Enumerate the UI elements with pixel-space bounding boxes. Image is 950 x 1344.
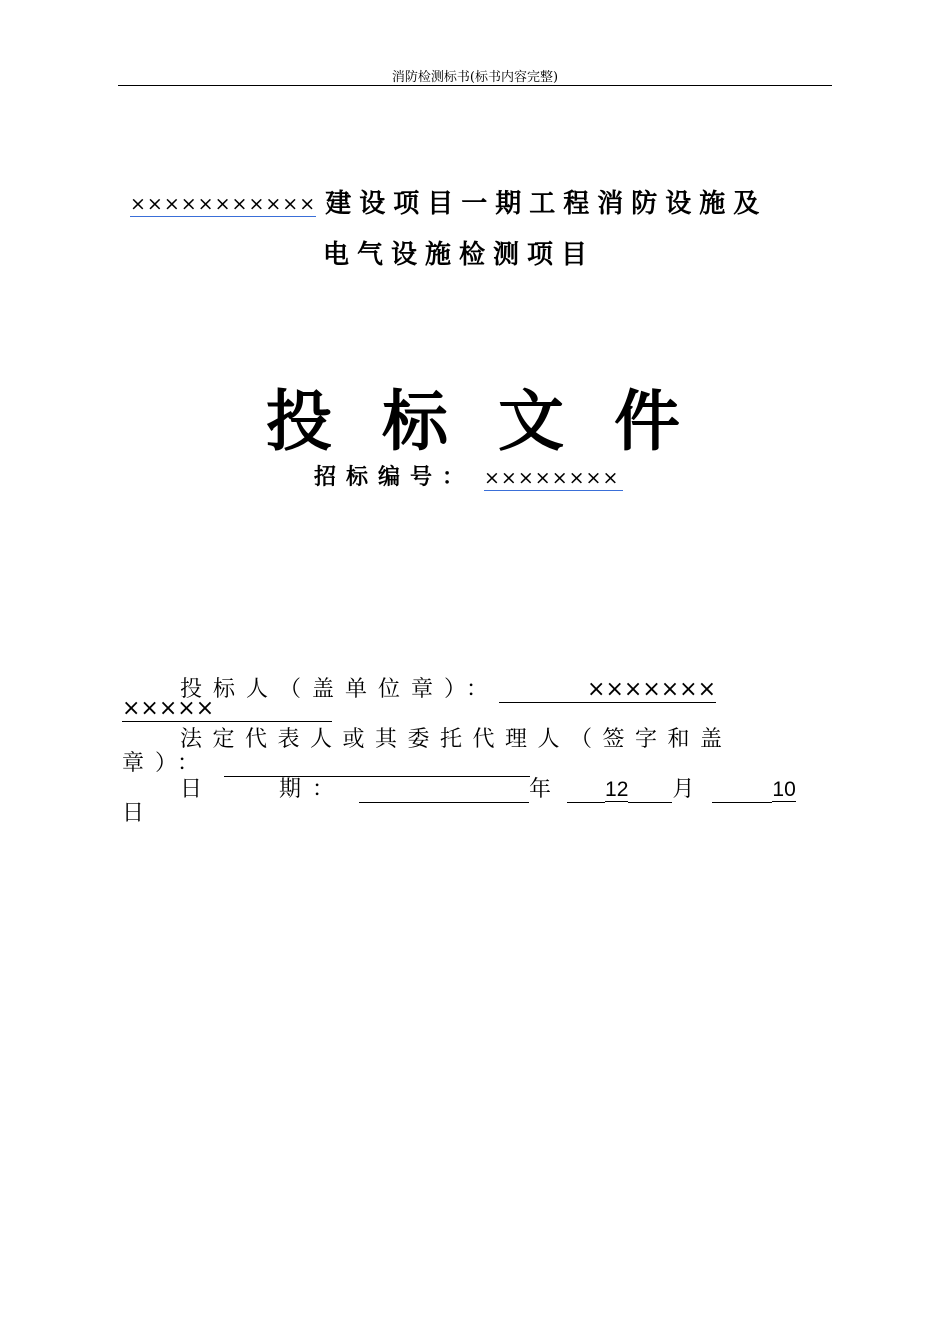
bid-number-label: 招标编号： bbox=[314, 465, 475, 490]
month-label: 月 bbox=[672, 777, 695, 802]
title-text-1: 建设项目一期工程消防设施及 bbox=[325, 189, 768, 219]
bidder-label: 投标人（盖单位章）： bbox=[180, 677, 500, 702]
month-value: 12 bbox=[605, 778, 629, 801]
month-blank-pre bbox=[567, 778, 605, 803]
bidder-blank bbox=[499, 678, 587, 703]
title-line-2: 电气设施检测项目 bbox=[323, 240, 596, 270]
bidder-value-1: ××××××× bbox=[587, 677, 717, 702]
rep-label-1: 法定代表人或其委托代理人（签字和盖 bbox=[180, 727, 733, 752]
bidder-line-cont bbox=[122, 696, 332, 722]
day-label: 日 bbox=[122, 801, 145, 826]
day-blank bbox=[712, 778, 772, 803]
day-value: 10 bbox=[772, 778, 796, 801]
bid-number-link[interactable]: ×××××××× bbox=[484, 467, 623, 491]
date-line-cont bbox=[122, 796, 144, 827]
month-blank-post bbox=[628, 778, 672, 803]
year-blank bbox=[359, 778, 529, 803]
header-rule bbox=[118, 85, 832, 86]
title-line-1 bbox=[130, 183, 767, 219]
date-line bbox=[180, 772, 796, 803]
bid-number bbox=[314, 460, 623, 491]
date-label: 日 期： bbox=[180, 777, 346, 802]
document-title: 投标文件 bbox=[266, 383, 730, 460]
rep-label-2: 章）： bbox=[122, 751, 211, 776]
project-code-link[interactable]: ××××××××××× bbox=[130, 193, 317, 215]
year-label: 年 bbox=[529, 777, 552, 802]
bidder-value-2: ××××× bbox=[122, 696, 332, 722]
running-header: 消防检测标书(标书内容完整) bbox=[391, 70, 559, 85]
